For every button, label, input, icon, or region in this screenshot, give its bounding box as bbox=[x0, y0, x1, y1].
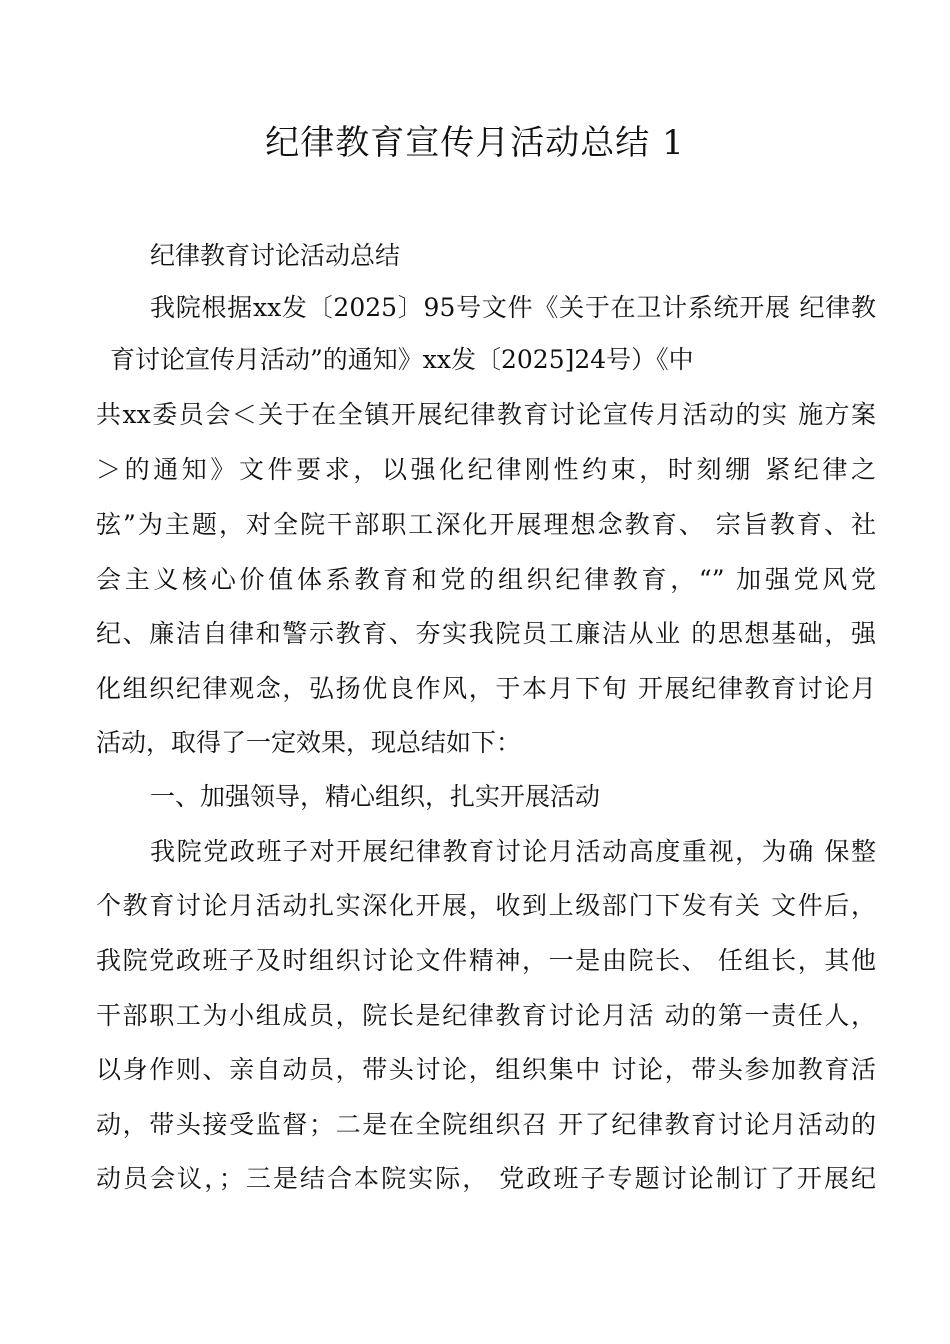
text-line: 动，带头接受监督；二是在全院组织召 开了纪律教育讨论月活动的 bbox=[96, 1110, 876, 1139]
text-line: 弦”为主题，对全院干部职工深化开展理想念教育、 宗旨教育、社 bbox=[96, 510, 876, 539]
text-line: 我院根据xx发〔2025〕95号文件《关于在卫计系统开展 纪律教 bbox=[150, 293, 876, 322]
text-line: 活动，取得了一定效果，现总结如下： bbox=[96, 728, 522, 757]
text-line: ＞的通知》文件要求，以强化纪律刚性约束，时刻绷 紧纪律之 bbox=[96, 455, 876, 484]
section-heading: 一、加强领导，精心组织，扎实开展活动 bbox=[150, 782, 601, 811]
text-line: 纪、廉洁自律和警示教育、夯实我院员工廉洁从业 的思想基础，强 bbox=[96, 619, 876, 648]
text-line: 以身作则、亲自动员，带头讨论，组织集中 讨论，带头参加教育活 bbox=[96, 1055, 876, 1084]
text-line: 动员会议，；三是结合本院实际， 党政班子专题讨论制订了开展纪 bbox=[96, 1164, 876, 1193]
text-line: 共xx委员会＜关于在全镇开展纪律教育讨论宣传月活动的实 施方案 bbox=[96, 400, 876, 429]
document-title: 纪律教育宣传月活动总结 1 bbox=[265, 123, 685, 163]
text-line: 我院党政班子及时组织讨论文件精神，一是由院长、 任组长，其他 bbox=[96, 946, 876, 975]
text-line: 育讨论宣传月活动”的通知》xx发〔2025]24号）《中 bbox=[110, 345, 694, 374]
text-line: 个教育讨论月活动扎实深化开展，收到上级部门下发有关 文件后， bbox=[96, 891, 876, 920]
text-line: 纪律教育讨论活动总结 bbox=[150, 241, 401, 270]
text-line: 干部职工为小组成员，院长是纪律教育讨论月活 动的第一责任人， bbox=[96, 1001, 876, 1030]
text-line: 化组织纪律观念，弘扬优良作风，于本月下旬 开展纪律教育讨论月 bbox=[96, 674, 876, 703]
text-line: 会主义核心价值体系教育和党的组织纪律教育，“” 加强党风党 bbox=[96, 565, 876, 594]
text-line: 我院党政班子对开展纪律教育讨论月活动高度重视，为确 保整 bbox=[150, 837, 876, 866]
